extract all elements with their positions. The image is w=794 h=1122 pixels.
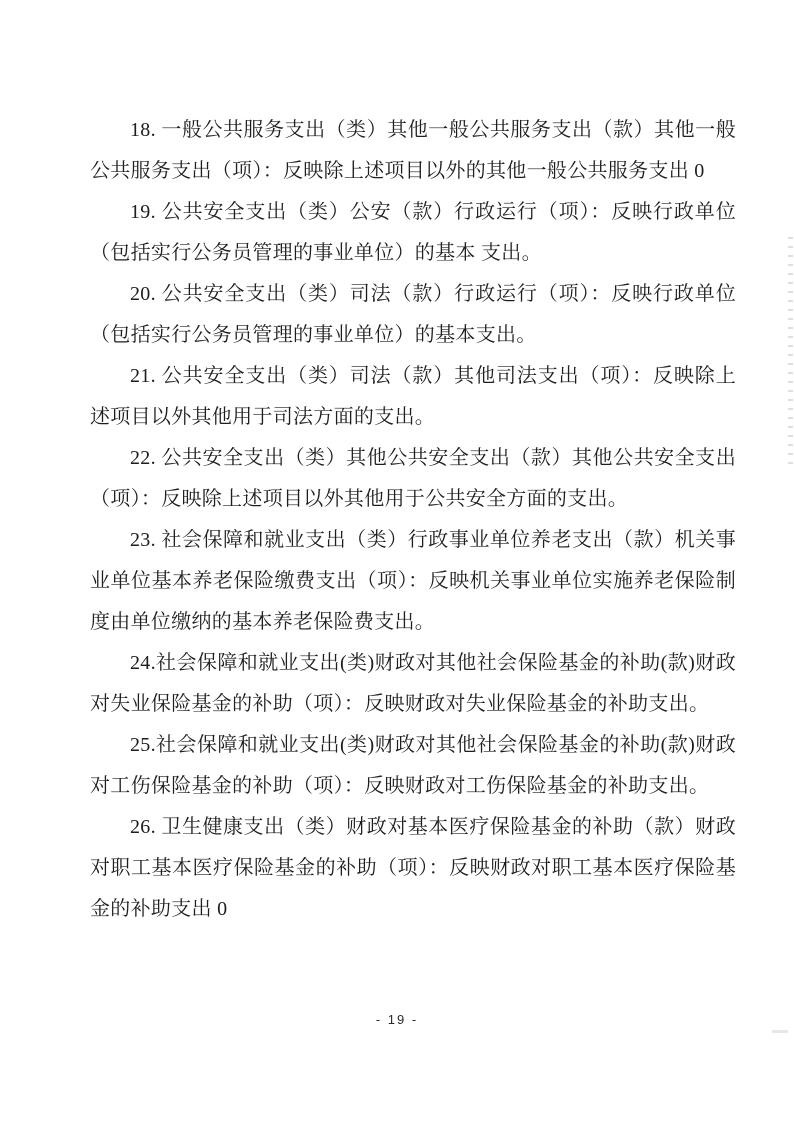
document-paragraph xyxy=(90,725,736,807)
document-paragraph xyxy=(90,807,736,930)
paragraph-text: 23. 社会保障和就业支出（类）行政事业单位养老支出（款）机关事业单位基本养老保险缴费支出（项）：反映机关事业单位实施养老保险制度由单位缴纳的基本养老保险费支出。 xyxy=(90,529,736,633)
scan-artifact-right-edge xyxy=(788,237,793,465)
paragraph-text: 22. 公共安全支出（类）其他公共安全支出（款）其他公共安全支出（项）：反映除上述项目以外其他用于公共安全方面的支出。 xyxy=(90,447,736,510)
paragraph-text: 25.社会保障和就业支出(类)财政对其他社会保险基金的补助(款)财政对工伤保险基金的补助（项）：反映财政对工伤保险基金的补助支出。 xyxy=(90,734,736,797)
document-paragraph xyxy=(90,110,736,192)
paragraph-text: 20. 公共安全支出（类）司法（款）行政运行（项）：反映行政单位（包括实行公务员管理的事业单位）的基本支出。 xyxy=(90,283,736,346)
scan-artifact-bottom-right xyxy=(772,1030,788,1033)
document-paragraph xyxy=(90,438,736,520)
document-body xyxy=(90,110,736,930)
page-number: - 19 - xyxy=(375,1012,419,1027)
paragraph-text: 18. 一般公共服务支出（类）其他一般公共服务支出（款）其他一般公共服务支出（项）：反映除上述项目以外的其他一般公共服务支出 0 xyxy=(90,119,736,182)
paragraph-text: 26. 卫生健康支出（类）财政对基本医疗保险基金的补助（款）财政对职工基本医疗保险基金的补助（项）：反映财政对职工基本医疗保险基金的补助支出 0 xyxy=(90,816,736,920)
paragraph-text: 19. 公共安全支出（类）公安（款）行政运行（项）：反映行政单位（包括实行公务员管理的事业单位）的基本 支出。 xyxy=(90,201,736,264)
document-paragraph xyxy=(90,643,736,725)
document-paragraph xyxy=(90,520,736,643)
page-footer xyxy=(0,1012,794,1027)
document-paragraph xyxy=(90,356,736,438)
document-paragraph xyxy=(90,192,736,274)
paragraph-text: 21. 公共安全支出（类）司法（款）其他司法支出（项）：反映除上述项目以外其他用于司法方面的支出。 xyxy=(90,365,736,428)
paragraph-text: 24.社会保障和就业支出(类)财政对其他社会保险基金的补助(款)财政对失业保险基金的补助（项）：反映财政对失业保险基金的补助支出。 xyxy=(90,652,736,715)
document-paragraph xyxy=(90,274,736,356)
